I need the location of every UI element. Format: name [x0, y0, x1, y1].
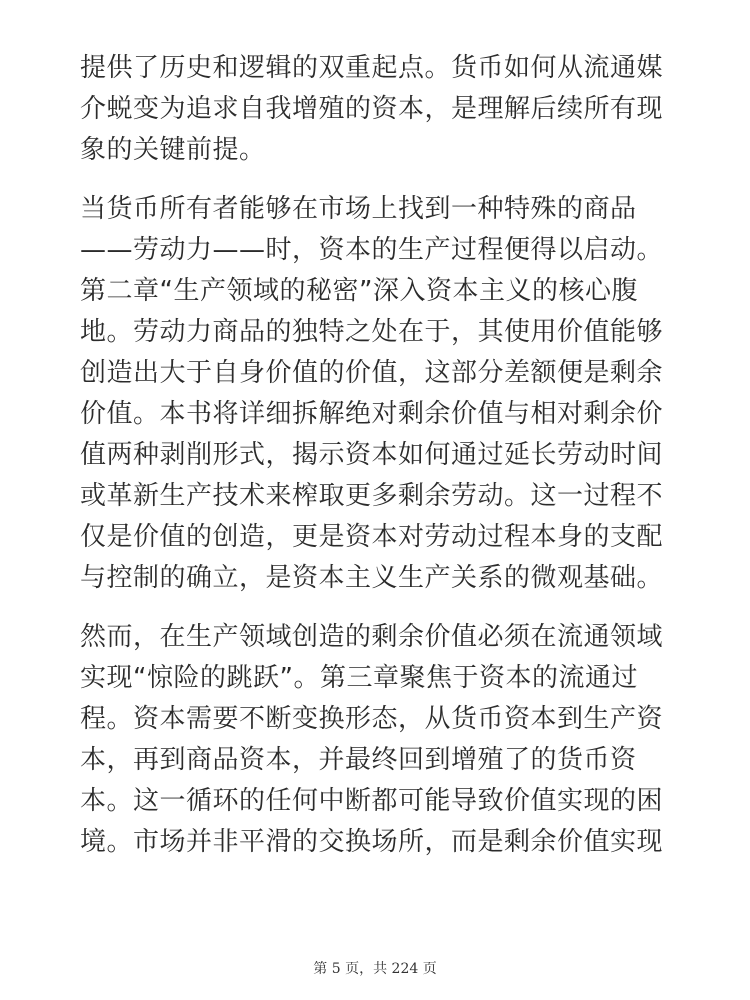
page-body [80, 48, 680, 881]
paragraph-2: 当货币所有者能够在市场上找到一种特殊的商品——劳动力——时，资本的生产过程便得以启动。第二章“生产领域的秘密”深入资本主义的核心腹地。劳动力商品的独特之处在于，其使用价值能够创造出大于自身价值的价值，这部分差额便是剩余价值。本书将详细拆解绝对剩余价值与相对剩余价值两种剥削形式，揭示资本如何通过延长劳动时间或革新生产技术来榨取更多剩余劳动。这一过程不仅是价值的创造，更是资本对劳动过程本身的支配与控制的确立，是资本主义生产关系的微观基础。 [80, 194, 664, 593]
paragraph-3: 然而，在生产领域创造的剩余价值必须在流通领域实现“惊险的跳跃”。第三章聚焦于资本的流通过程。资本需要不断变换形态，从货币资本到生产资本，再到商品资本，并最终回到增殖了的货币资本。这一循环的任何中断都可能导致价值实现的困境。市场并非平滑的交换场所，而是剩余价值实现 [80, 622, 664, 857]
paragraph-1: 提供了历史和逻辑的双重起点。货币如何从流通媒介蜕变为追求自我增殖的资本，是理解后续所有现象的关键前提。 [80, 53, 664, 165]
page-number-footer: 第 5 页，共 224 页 [313, 961, 437, 977]
